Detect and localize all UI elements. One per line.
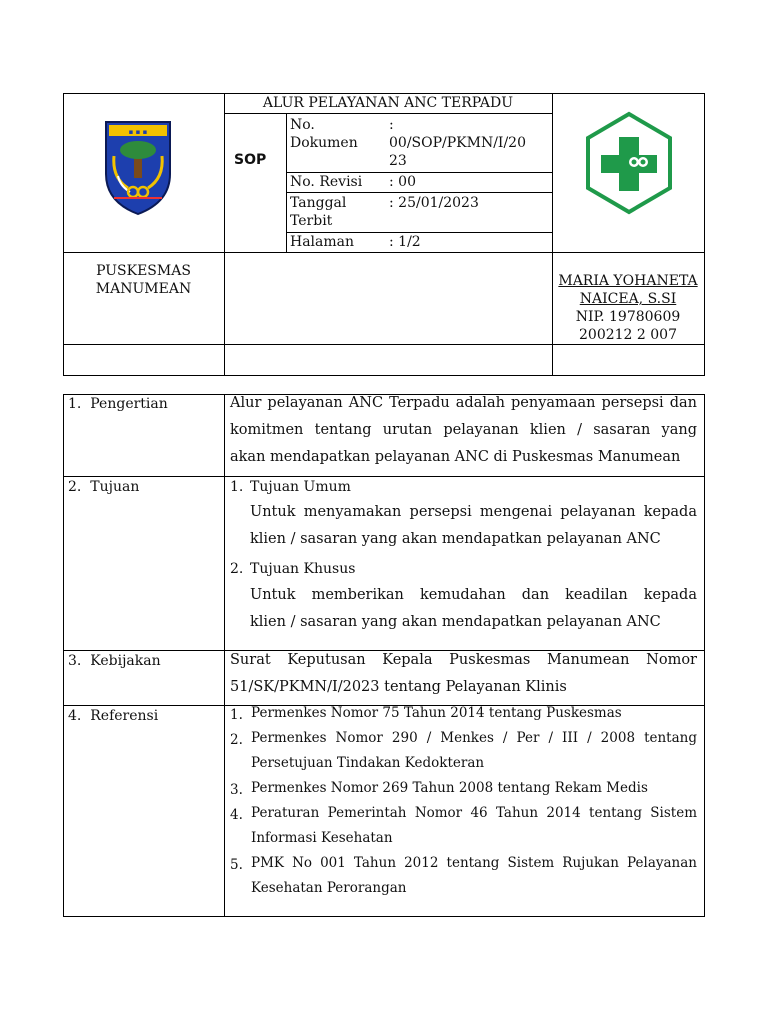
paragraph-line: Persetujuan Tindakan Kedokteran xyxy=(251,755,485,771)
issue-date-label-2: Terbit xyxy=(290,213,333,229)
paragraph-line: klien / sasaran yang akan mendapatkan pelayanan ANC xyxy=(250,531,661,547)
sop-label: SOP xyxy=(234,152,267,168)
regional-coat-of-arms-logo xyxy=(100,114,176,218)
signer-name-line-2: NAICEA, S.SI xyxy=(579,291,677,307)
paragraph-line: komitmen tentang urutan pelayanan klien / sasaran yang xyxy=(230,422,697,438)
paragraph-line: Informasi Kesehatan xyxy=(251,830,393,846)
list-number: 2. xyxy=(230,732,243,748)
doc-number-value-1: 00/SOP/PKMN/I/20 xyxy=(389,135,526,151)
reference-item-5 xyxy=(251,851,697,901)
paragraph-line: Surat Keputusan Kepala Puskesmas Manumean Nomor xyxy=(230,652,697,668)
tujuan-khusus-body xyxy=(250,582,697,636)
page-value: : 1/2 xyxy=(389,234,421,250)
paragraph-line: Peraturan Pemerintah Nomor 46 Tahun 2014 tentang Sistem xyxy=(251,805,697,821)
paragraph-line: Alur pelayanan ANC Terpadu adalah penyamaan persepsi dan xyxy=(230,395,697,411)
puskesmas-cross-logo xyxy=(583,111,675,215)
list-number: 5. xyxy=(230,857,243,873)
svg-text:▪ ▪ ▪: ▪ ▪ ▪ xyxy=(128,128,148,136)
document-title: ALUR PELAYANAN ANC TERPADU xyxy=(262,95,514,111)
signer-nip-line-1: NIP. 19780609 xyxy=(575,309,681,325)
reference-item-1 xyxy=(251,701,697,726)
issue-date-value: : 25/01/2023 xyxy=(389,195,479,211)
paragraph-line: 51/SK/PKMN/I/2023 tentang Pelayanan Klinis xyxy=(230,679,567,695)
tujuan-umum-body xyxy=(250,499,697,553)
org-name-line-2: MANUMEAN xyxy=(95,281,192,297)
section-label-kebijakan: 3. Kebijakan xyxy=(68,653,161,669)
list-number: 3. xyxy=(230,782,243,798)
subheading-tujuan-umum: Tujuan Umum xyxy=(250,479,351,495)
reference-item-3 xyxy=(251,776,697,801)
reference-item-4 xyxy=(251,801,697,851)
doc-number-value-2: 23 xyxy=(389,153,407,169)
signer-nip-line-2: 200212 2 007 xyxy=(579,327,677,343)
signer-name-line-1: MARIA YOHANETA xyxy=(558,273,698,289)
reference-item-2 xyxy=(251,726,697,776)
paragraph-line: Untuk memberikan kemudahan dan keadilan kepada xyxy=(250,587,697,603)
issue-date-label-1: Tanggal xyxy=(290,195,347,211)
paragraph-line: Permenkes Nomor 75 Tahun 2014 tentang Puskesmas xyxy=(251,705,622,721)
org-name-line-1: PUSKESMAS xyxy=(96,263,191,279)
paragraph-line: Kesehatan Perorangan xyxy=(251,880,407,896)
list-number: 1. xyxy=(230,479,244,495)
revision-label: No. Revisi xyxy=(290,174,363,190)
subheading-tujuan-khusus: Tujuan Khusus xyxy=(250,561,356,577)
page-label: Halaman xyxy=(290,234,355,250)
paragraph-line: PMK No 001 Tahun 2012 tentang Sistem Rujukan Pelayanan xyxy=(251,855,697,871)
paragraph-line: Permenkes Nomor 269 Tahun 2008 tentang Rekam Medis xyxy=(251,780,648,796)
section-label-pengertian: 1. Pengertian xyxy=(68,396,168,412)
paragraph-line: akan mendapatkan pelayanan ANC di Puskesmas Manumean xyxy=(230,449,681,465)
paragraph-line: Permenkes Nomor 290 / Menkes / Per / III / 2008 tentang xyxy=(251,730,697,746)
list-number: 4. xyxy=(230,807,243,823)
doc-number-label-2: Dokumen xyxy=(290,135,358,151)
section-body-pengertian xyxy=(230,390,697,471)
section-label-tujuan: 2. Tujuan xyxy=(68,479,140,495)
revision-value: : 00 xyxy=(389,174,416,190)
section-label-referensi: 4. Referensi xyxy=(68,708,159,724)
list-number: 2. xyxy=(230,561,244,577)
paragraph-line: Untuk menyamakan persepsi mengenai pelayanan kepada xyxy=(250,504,697,520)
list-number: 1. xyxy=(230,707,243,723)
paragraph-line: klien / sasaran yang akan mendapatkan pelayanan ANC xyxy=(250,614,661,630)
doc-number-colon: : xyxy=(389,117,394,133)
doc-number-label-1: No. xyxy=(290,117,315,133)
section-body-kebijakan xyxy=(230,647,697,701)
